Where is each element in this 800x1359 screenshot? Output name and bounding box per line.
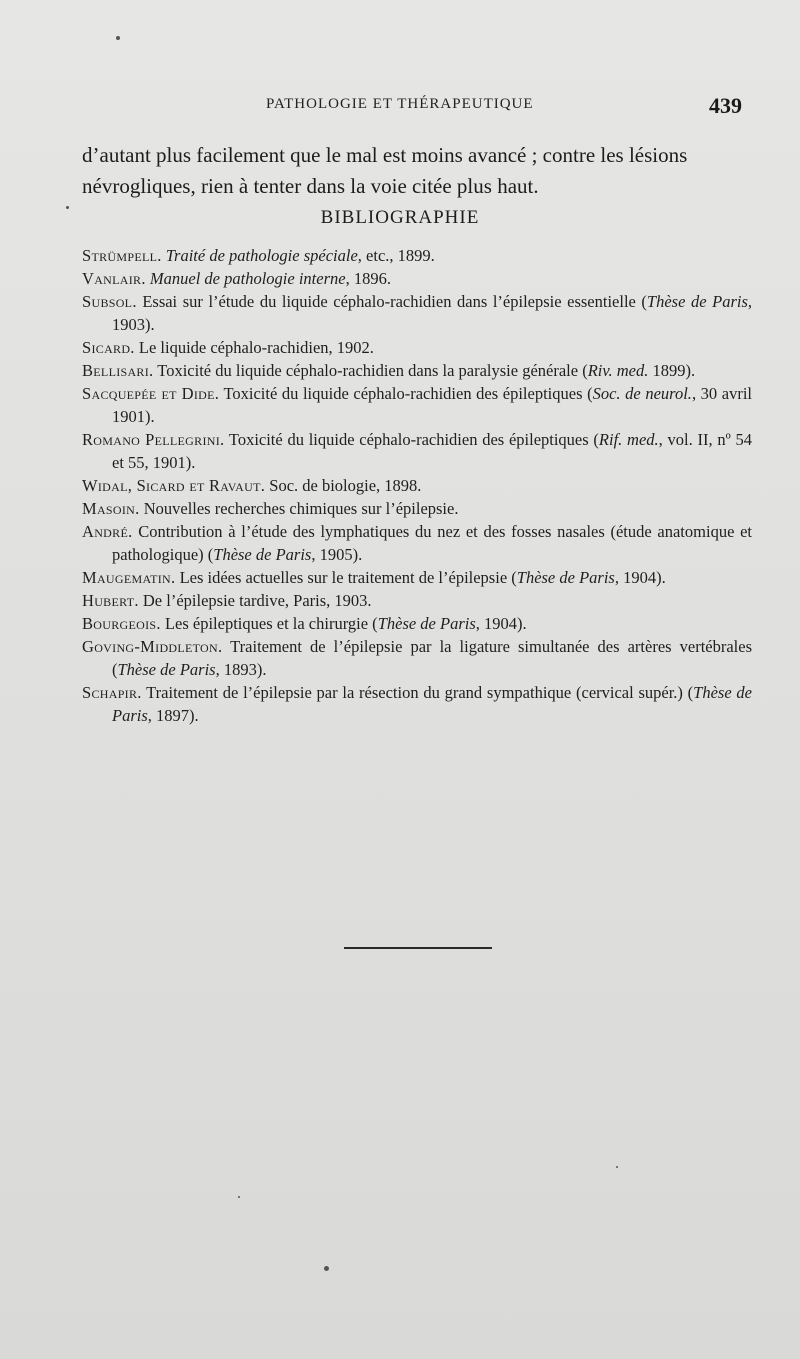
entry-title: Riv. med. <box>587 361 649 380</box>
entry-text: Les épileptiques et la chirurgie ( <box>160 614 378 633</box>
bibliography-entry <box>82 244 752 267</box>
entry-author: Sicard. <box>82 338 135 357</box>
entry-text: Les idées actuelles sur le traitement de l’épilepsie ( <box>175 568 517 587</box>
bibliography-entry <box>82 520 752 566</box>
entry-author: Widal, Sicard et Ravaut. <box>82 476 266 495</box>
entry-author: Subsol. <box>82 292 137 311</box>
bibliography-entry <box>82 474 752 497</box>
entry-text-end: , 1904). <box>475 614 527 633</box>
print-speck <box>238 1196 240 1198</box>
entry-author: Romano Pellegrini. <box>82 430 225 449</box>
bibliography-entry <box>82 359 752 382</box>
bibliography-entry <box>82 566 752 589</box>
entry-text-end: , 1904). <box>614 568 666 587</box>
entry-text: Nouvelles recherches chimiques sur l’épilepsie. <box>139 499 459 518</box>
bibliography-entry <box>82 635 752 681</box>
entry-text: Essai sur l’étude du liquide céphalo-rachidien dans l’épilepsie essentielle ( <box>136 292 647 311</box>
entry-title: Thèse de Paris <box>112 683 752 725</box>
entry-text-end: , 1905). <box>311 545 363 564</box>
entry-author: Schapir. <box>82 683 142 702</box>
entry-author: Strümpell. <box>82 246 162 265</box>
entry-text-end: , etc., 1899. <box>357 246 435 265</box>
entry-author: Vanlair. <box>82 269 146 288</box>
page-header <box>0 93 800 123</box>
entry-text-end: , 30 avril 1901). <box>112 384 752 426</box>
page-number: 439 <box>709 93 742 118</box>
entry-text: De l’épilepsie tardive, Paris, 1903. <box>138 591 372 610</box>
bibliography-entry <box>82 589 752 612</box>
entry-title: Thèse de Paris <box>646 292 748 311</box>
entry-title: Manuel de pathologie interne <box>149 269 346 288</box>
entry-title: Soc. de neurol. <box>592 384 692 403</box>
bibliography-entry <box>82 428 752 474</box>
entry-author: Sacquepée et Dide. <box>82 384 220 403</box>
bibliography-entry <box>82 612 752 635</box>
bibliography-entry <box>82 382 752 428</box>
entry-author: Bellisari. <box>82 361 154 380</box>
entry-text: Le liquide céphalo-rachidien, 1902. <box>134 338 374 357</box>
entry-text-end: , 1893). <box>215 660 267 679</box>
bibliography-entry <box>82 267 752 290</box>
entry-author: Maugematin. <box>82 568 176 587</box>
entry-text-end: , vol. II, nº 54 et 55, 1901). <box>112 430 752 472</box>
entry-text: Toxicité du liquide céphalo-rachidien dans la paralysie générale ( <box>153 361 588 380</box>
entry-text: Traitement de l’épilepsie par la ligature simultanée des artères vertébrales ( <box>112 637 752 679</box>
entry-text-end: 1899). <box>648 361 696 380</box>
entry-author: Bourgeois. <box>82 614 161 633</box>
entry-text-end: , 1897). <box>147 706 199 725</box>
bibliography-entry <box>82 497 752 520</box>
entry-author: André. <box>82 522 133 541</box>
body-paragraph: d’autant plus facilement que le mal est moins avancé ; contre les lésions névrogliques, rien à tenter dans la voie citée plus haut. <box>82 143 688 198</box>
entry-author: Hubert. <box>82 591 139 610</box>
entry-text: Toxicité du liquide céphalo-rachidien des épileptiques ( <box>219 384 593 403</box>
entry-title: Traité de pathologie spéciale <box>165 246 358 265</box>
entry-title: Rif. med. <box>598 430 659 449</box>
entry-text: Contribution à l’étude des lymphatiques du nez et des fosses nasales (étude anatomique et pathologique) ( <box>112 522 752 564</box>
entry-text-end: , 1896. <box>345 269 391 288</box>
print-speck <box>616 1166 618 1168</box>
bibliography-entry <box>82 336 752 359</box>
end-rule <box>344 947 492 949</box>
print-speck <box>116 36 120 40</box>
entry-text: Toxicité du liquide céphalo-rachidien des épileptiques ( <box>224 430 599 449</box>
entry-title: Thèse de Paris <box>213 545 312 564</box>
entry-author: Goving-Middleton. <box>82 637 223 656</box>
entry-text-end: , 1903). <box>112 292 753 334</box>
entry-title: Thèse de Paris <box>377 614 476 633</box>
entry-text: Soc. de biologie, 1898. <box>265 476 422 495</box>
entry-title: Thèse de Paris <box>516 568 615 587</box>
entry-author: Masoin. <box>82 499 140 518</box>
entry-title: Thèse de Paris <box>117 660 216 679</box>
bibliography-list <box>82 244 752 727</box>
running-head: PATHOLOGIE ET THÉRAPEUTIQUE <box>266 96 534 112</box>
bibliography-heading: BIBLIOGRAPHIE <box>320 207 480 228</box>
entry-text: Traitement de l’épilepsie par la résection du grand sympathique (cervical supér.) ( <box>141 683 694 702</box>
print-speck <box>66 206 69 209</box>
print-speck <box>324 1266 329 1271</box>
bibliography-entry <box>82 290 752 336</box>
bibliography-entry <box>82 681 752 727</box>
